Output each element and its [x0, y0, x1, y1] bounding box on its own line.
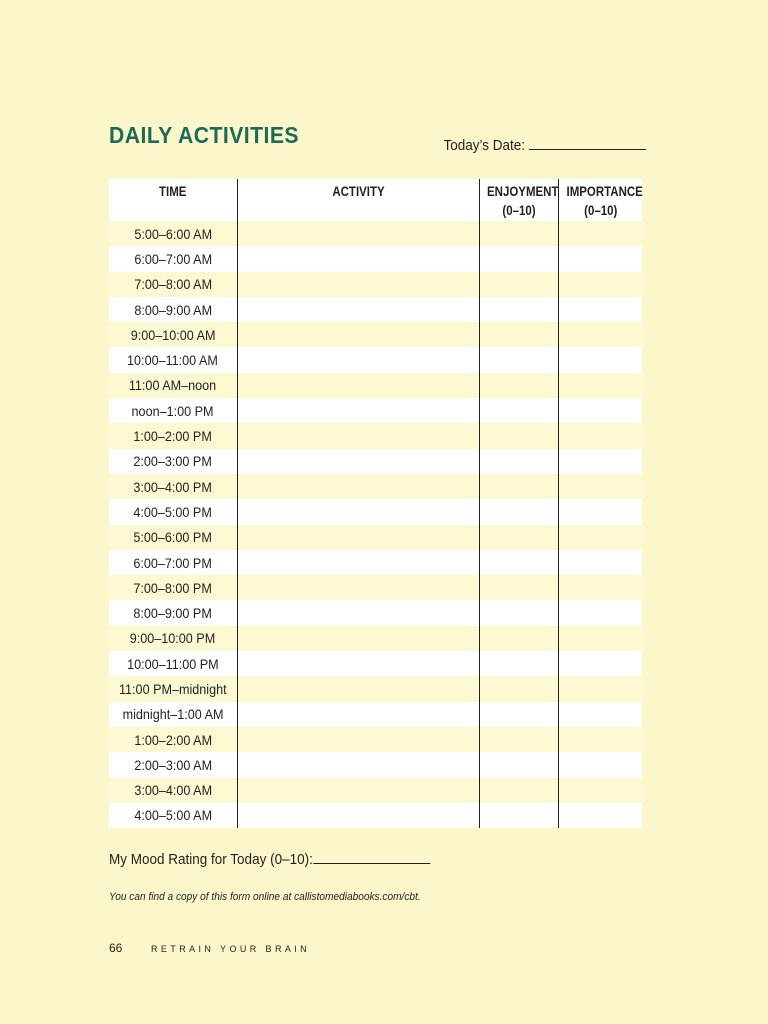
todays-date-label: Today’s Date:	[443, 137, 526, 154]
enjoyment-cell[interactable]	[479, 803, 558, 828]
table-row	[109, 398, 642, 423]
table-row	[109, 272, 642, 297]
importance-header-label: IMPORTANCE	[566, 183, 643, 199]
time-slot-cell	[109, 373, 237, 398]
time-slot-cell	[109, 803, 237, 828]
enjoyment-cell[interactable]	[479, 727, 558, 752]
mood-rating-field[interactable]	[109, 849, 430, 870]
activity-cell[interactable]	[237, 272, 479, 297]
importance-cell[interactable]	[558, 651, 642, 676]
table-row	[109, 600, 642, 625]
table-row	[109, 778, 642, 803]
enjoyment-cell[interactable]	[479, 600, 558, 625]
activity-header-label: ACTIVITY	[331, 183, 385, 199]
importance-cell[interactable]	[558, 297, 642, 322]
todays-date-field[interactable]	[444, 135, 646, 156]
time-slot-cell	[109, 575, 237, 600]
enjoyment-cell[interactable]	[479, 246, 558, 271]
importance-cell[interactable]	[558, 550, 642, 575]
enjoyment-header-label: ENJOYMENT	[486, 183, 558, 199]
activity-cell[interactable]	[237, 347, 479, 372]
time-slot-label: 7:00–8:00 AM	[133, 276, 212, 293]
enjoyment-cell[interactable]	[479, 398, 558, 423]
enjoyment-cell[interactable]	[479, 550, 558, 575]
mood-rating-blank[interactable]	[313, 849, 430, 864]
time-slot-label: 3:00–4:00 AM	[133, 782, 212, 799]
time-slot-label: noon–1:00 PM	[131, 402, 214, 419]
time-slot-cell	[109, 423, 237, 448]
time-slot-label: 5:00–6:00 PM	[133, 529, 212, 546]
enjoyment-cell[interactable]	[479, 272, 558, 297]
time-slot-label: 11:00 PM–midnight	[118, 680, 227, 697]
enjoyment-cell[interactable]	[479, 322, 558, 347]
activity-cell[interactable]	[237, 373, 479, 398]
table-row	[109, 449, 642, 474]
time-slot-cell	[109, 297, 237, 322]
time-slot-label: 2:00–3:00 PM	[133, 453, 212, 470]
time-slot-label: 4:00–5:00 AM	[133, 807, 212, 824]
enjoyment-cell[interactable]	[479, 423, 558, 448]
table-row	[109, 297, 642, 322]
table-header-row	[109, 179, 642, 221]
activity-cell[interactable]	[237, 803, 479, 828]
table-row	[109, 550, 642, 575]
time-slot-cell	[109, 676, 237, 701]
time-slot-cell	[109, 778, 237, 803]
importance-cell[interactable]	[558, 246, 642, 271]
time-slot-label: 8:00–9:00 PM	[133, 605, 212, 622]
time-slot-label: 1:00–2:00 AM	[133, 731, 212, 748]
enjoyment-cell[interactable]	[479, 373, 558, 398]
importance-cell[interactable]	[558, 499, 642, 524]
importance-cell[interactable]	[558, 803, 642, 828]
activity-cell[interactable]	[237, 246, 479, 271]
enjoyment-cell[interactable]	[479, 221, 558, 246]
time-column-header	[109, 179, 237, 221]
enjoyment-cell[interactable]	[479, 474, 558, 499]
table-row	[109, 499, 642, 524]
activity-cell[interactable]	[237, 651, 479, 676]
page-number: 66	[109, 941, 123, 955]
importance-cell[interactable]	[558, 600, 642, 625]
activity-cell[interactable]	[237, 550, 479, 575]
time-slot-label: 11:00 AM–noon	[129, 377, 217, 394]
table-row	[109, 803, 642, 828]
time-slot-label: 4:00–5:00 PM	[133, 503, 212, 520]
running-head: RETRAIN YOUR BRAIN	[151, 944, 311, 954]
enjoyment-cell[interactable]	[479, 499, 558, 524]
enjoyment-cell[interactable]	[479, 347, 558, 372]
enjoyment-cell[interactable]	[479, 676, 558, 701]
importance-cell[interactable]	[558, 322, 642, 347]
table-row	[109, 474, 642, 499]
table-row	[109, 347, 642, 372]
activity-cell[interactable]	[237, 600, 479, 625]
time-slot-cell	[109, 246, 237, 271]
activity-cell[interactable]	[237, 221, 479, 246]
importance-cell[interactable]	[558, 702, 642, 727]
enjoyment-cell[interactable]	[479, 626, 558, 651]
importance-cell[interactable]	[558, 272, 642, 297]
time-slot-cell	[109, 651, 237, 676]
table-row	[109, 525, 642, 550]
time-slot-label: 8:00–9:00 AM	[133, 301, 212, 318]
table-row	[109, 651, 642, 676]
activity-cell[interactable]	[237, 499, 479, 524]
importance-cell[interactable]	[558, 575, 642, 600]
time-slot-label: 6:00–7:00 AM	[133, 250, 212, 267]
time-slot-label: midnight–1:00 AM	[122, 706, 224, 723]
time-slot-cell	[109, 752, 237, 777]
enjoyment-cell[interactable]	[479, 525, 558, 550]
time-slot-cell	[109, 525, 237, 550]
importance-cell[interactable]	[558, 347, 642, 372]
activity-cell[interactable]	[237, 752, 479, 777]
table-row	[109, 373, 642, 398]
table-row	[109, 702, 642, 727]
time-slot-label: 10:00–11:00 AM	[127, 352, 219, 369]
table-row	[109, 423, 642, 448]
importance-cell[interactable]	[558, 727, 642, 752]
table-row	[109, 322, 642, 347]
importance-column-header	[558, 179, 642, 221]
time-slot-label: 7:00–8:00 PM	[133, 579, 212, 596]
daily-activities-table	[109, 179, 642, 828]
time-slot-cell	[109, 600, 237, 625]
activity-column-header	[237, 179, 479, 221]
table-row	[109, 727, 642, 752]
todays-date-blank[interactable]	[529, 135, 646, 150]
time-slot-label: 10:00–11:00 PM	[126, 655, 219, 672]
time-slot-cell	[109, 474, 237, 499]
importance-cell[interactable]	[558, 676, 642, 701]
page-title: DAILY ACTIVITIES	[109, 122, 300, 149]
time-slot-cell	[109, 499, 237, 524]
activity-cell[interactable]	[237, 322, 479, 347]
time-slot-label: 6:00–7:00 PM	[133, 554, 212, 571]
importance-cell[interactable]	[558, 423, 642, 448]
time-slot-label: 9:00–10:00 AM	[130, 326, 216, 343]
time-slot-cell	[109, 727, 237, 752]
activity-cell[interactable]	[237, 297, 479, 322]
time-header-label: TIME	[159, 183, 187, 199]
time-slot-label: 3:00–4:00 PM	[133, 478, 212, 495]
time-slot-label: 1:00–2:00 PM	[133, 428, 212, 445]
importance-cell[interactable]	[558, 221, 642, 246]
enjoyment-cell[interactable]	[479, 575, 558, 600]
importance-cell[interactable]	[558, 449, 642, 474]
activity-cell[interactable]	[237, 398, 479, 423]
importance-cell[interactable]	[558, 626, 642, 651]
enjoyment-header-scale: (0–10)	[501, 202, 536, 218]
mood-rating-label: My Mood Rating for Today (0–10):	[109, 851, 313, 868]
enjoyment-cell[interactable]	[479, 297, 558, 322]
table-row	[109, 752, 642, 777]
time-slot-cell	[109, 322, 237, 347]
activity-cell[interactable]	[237, 474, 479, 499]
table-body	[109, 221, 642, 828]
activity-cell[interactable]	[237, 676, 479, 701]
activity-cell[interactable]	[237, 449, 479, 474]
activity-cell[interactable]	[237, 525, 479, 550]
importance-cell[interactable]	[558, 373, 642, 398]
enjoyment-cell[interactable]	[479, 651, 558, 676]
time-slot-cell	[109, 626, 237, 651]
time-slot-cell	[109, 398, 237, 423]
activity-cell[interactable]	[237, 626, 479, 651]
table-row	[109, 626, 642, 651]
time-slot-cell	[109, 550, 237, 575]
time-slot-cell	[109, 272, 237, 297]
table-row	[109, 246, 642, 271]
activity-cell[interactable]	[237, 702, 479, 727]
importance-cell[interactable]	[558, 398, 642, 423]
enjoyment-column-header	[479, 179, 558, 221]
importance-cell[interactable]	[558, 778, 642, 803]
time-slot-cell	[109, 347, 237, 372]
activity-cell[interactable]	[237, 575, 479, 600]
time-slot-label: 2:00–3:00 AM	[133, 756, 212, 773]
online-copy-footnote: You can find a copy of this form online at callistomediabooks.com/cbt.	[109, 891, 421, 903]
activity-cell[interactable]	[237, 423, 479, 448]
time-slot-label: 5:00–6:00 AM	[133, 225, 212, 242]
activity-cell[interactable]	[237, 778, 479, 803]
importance-cell[interactable]	[558, 525, 642, 550]
enjoyment-cell[interactable]	[479, 778, 558, 803]
time-slot-label: 9:00–10:00 PM	[130, 630, 216, 647]
time-slot-cell	[109, 221, 237, 246]
enjoyment-cell[interactable]	[479, 752, 558, 777]
table-row	[109, 221, 642, 246]
importance-header-scale: (0–10)	[583, 202, 617, 218]
enjoyment-cell[interactable]	[479, 702, 558, 727]
table-row	[109, 575, 642, 600]
table-row	[109, 676, 642, 701]
time-slot-cell	[109, 702, 237, 727]
time-slot-cell	[109, 449, 237, 474]
importance-cell[interactable]	[558, 752, 642, 777]
enjoyment-cell[interactable]	[479, 449, 558, 474]
importance-cell[interactable]	[558, 474, 642, 499]
activity-cell[interactable]	[237, 727, 479, 752]
